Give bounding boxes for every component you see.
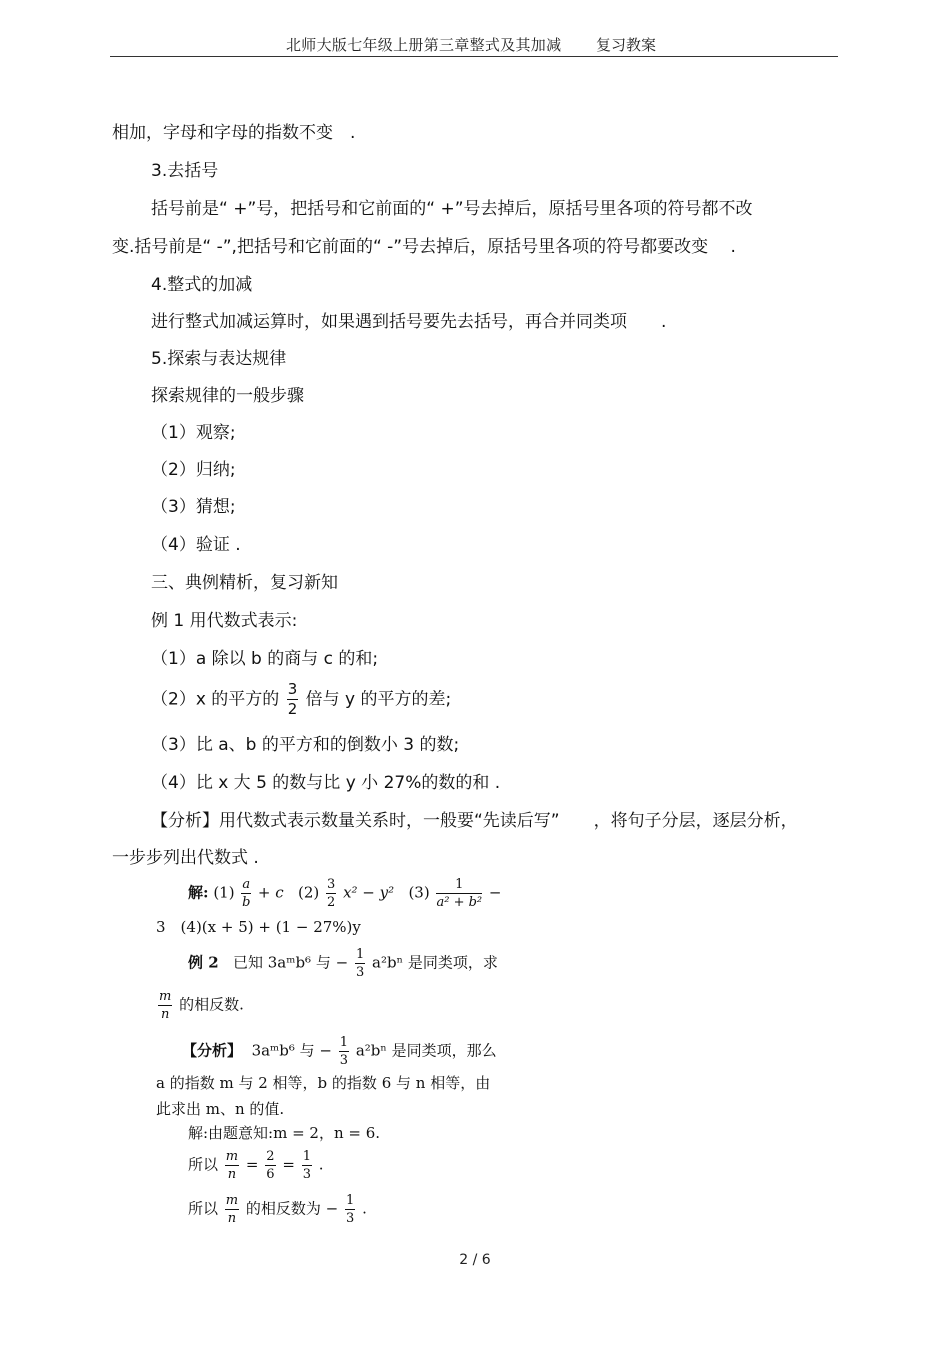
fraction-denominator: 3 — [339, 1053, 349, 1068]
equals-sign: = — [282, 1155, 295, 1174]
fraction-numerator: 2 — [266, 1149, 275, 1164]
example-heading: 例 1 用代数式表示: — [151, 611, 298, 631]
text-line: 探索规律的一般步骤 — [151, 386, 304, 406]
item-number: (3) — [408, 883, 430, 902]
fraction-denominator: 3 — [355, 965, 365, 980]
analysis-text: 3aᵐb⁶ 与 − — [251, 1041, 332, 1060]
text-fragment: （2）x 的平方的 — [151, 689, 280, 710]
fraction — [225, 1150, 239, 1181]
solution-label: 解: — [188, 883, 209, 902]
solution-text: 所以 — [188, 1199, 219, 1218]
fraction-numerator: m — [225, 1193, 239, 1208]
fraction-numerator: 1 — [346, 1193, 355, 1208]
fraction — [326, 878, 336, 909]
fraction-numerator: 1 — [355, 947, 365, 962]
fraction-denominator: n — [160, 1007, 170, 1022]
solution-line — [188, 878, 502, 909]
fraction — [436, 878, 482, 909]
solution-line — [188, 1150, 324, 1181]
fraction-numerator: 1 — [302, 1149, 311, 1164]
document-title: 北师大版七年级上册第三章整式及其加减 — [286, 36, 562, 54]
fraction-numerator: 1 — [339, 1035, 349, 1050]
expression: − — [488, 883, 502, 902]
fraction-denominator: 2 — [327, 895, 336, 910]
fraction-denominator: n — [227, 1167, 237, 1182]
text-line: 相加，字母和字母的指数不变 . — [112, 123, 356, 143]
example-text: 的相反数. — [179, 995, 244, 1014]
list-item: （3）猜想; — [151, 497, 236, 517]
example-text: a²bⁿ 是同类项，求 — [372, 953, 498, 972]
analysis-label: 【分析】 — [182, 1041, 243, 1060]
fraction-denominator: 3 — [302, 1167, 311, 1182]
fraction-numerator: a — [242, 877, 251, 892]
analysis-text: 一步步列出代数式 . — [112, 848, 259, 868]
document-subtitle: 复习教案 — [596, 36, 657, 54]
fraction-denominator: 6 — [266, 1167, 275, 1182]
fraction-denominator: a² + b² — [436, 895, 483, 910]
fraction — [339, 1036, 349, 1067]
item-number: (2) — [297, 883, 320, 902]
expression: + c — [257, 883, 284, 902]
section-heading: 4.整式的加减 — [151, 275, 253, 295]
list-item: （3）比 a、b 的平方和的倒数小 3 的数; — [151, 735, 460, 755]
section-heading: 3.去括号 — [151, 161, 219, 181]
solution-text: 的相反数为 − — [245, 1199, 339, 1218]
expression: x² − y² — [343, 883, 395, 902]
fraction — [355, 948, 365, 979]
section-heading: 三、典例精析，复习新知 — [151, 573, 338, 593]
analysis-line: 此求出 m、n 的值. — [156, 1100, 285, 1118]
example-line — [156, 990, 244, 1021]
list-item: （1）观察; — [151, 423, 236, 443]
fraction — [345, 1194, 355, 1225]
example-line — [188, 948, 498, 979]
fraction-numerator: 3 — [327, 877, 336, 892]
fraction — [302, 1150, 312, 1181]
analysis-line — [182, 1036, 497, 1067]
fraction-denominator: 2 — [287, 700, 298, 718]
solution-text: 所以 — [188, 1155, 219, 1174]
fraction-numerator: 1 — [436, 878, 482, 894]
fraction — [287, 682, 299, 717]
analysis-line: a 的指数 m 与 2 相等，b 的指数 6 与 n 相等，由 — [156, 1074, 491, 1092]
list-item — [151, 682, 451, 717]
list-item: （2）归纳; — [151, 460, 236, 480]
analysis-text: a²bⁿ 是同类项，那么 — [355, 1041, 497, 1060]
equals-sign: = — [245, 1155, 259, 1174]
solution-line — [188, 1194, 367, 1225]
page-number: 2 / 6 — [459, 1252, 491, 1268]
fraction-numerator: m — [225, 1149, 239, 1164]
fraction-denominator: 3 — [346, 1211, 355, 1226]
item-number: (1) — [213, 883, 235, 902]
page-header — [110, 30, 838, 57]
text-line: 进行整式加减运算时，如果遇到括号要先去括号，再合并同类项 . — [151, 312, 667, 332]
fraction-numerator: m — [159, 989, 172, 1004]
text-line: 括号前是“ +”号，把括号和它前面的“ +”号去掉后，原括号里各项的符号都不改 — [151, 199, 753, 219]
fraction-numerator: 3 — [287, 680, 298, 698]
example-text: 已知 3aᵐb⁶ 与 − — [232, 953, 349, 972]
fraction — [265, 1150, 275, 1181]
solution-line: 3 (4)(x + 5) + (1 − 27%)y — [156, 918, 361, 936]
fraction — [225, 1194, 239, 1225]
period: . — [362, 1199, 367, 1218]
list-item: （4）验证 . — [151, 535, 241, 555]
list-item: （4）比 x 大 5 的数与比 y 小 27%的数的和 . — [151, 773, 501, 793]
fraction-denominator: b — [242, 895, 251, 910]
text-line: 变.括号前是“ -”,把括号和它前面的“ -”号去掉后，原括号里各项的符号都要改变 . — [112, 237, 736, 257]
period: . — [318, 1155, 324, 1174]
section-heading: 5.探索与表达规律 — [151, 349, 287, 369]
fraction-denominator: n — [227, 1211, 237, 1226]
text-fragment: 倍与 y 的平方的差; — [305, 689, 452, 710]
fraction — [158, 990, 172, 1021]
analysis-text: 【分析】用代数式表示数量关系时，一般要“先读后写” ，将句子分层，逐层分析， — [151, 811, 798, 831]
list-item: （1）a 除以 b 的商与 c 的和; — [151, 649, 379, 669]
solution-line: 解:由题意知:m = 2，n = 6. — [188, 1124, 381, 1142]
example-label: 例 2 — [188, 953, 219, 972]
fraction — [241, 878, 251, 909]
